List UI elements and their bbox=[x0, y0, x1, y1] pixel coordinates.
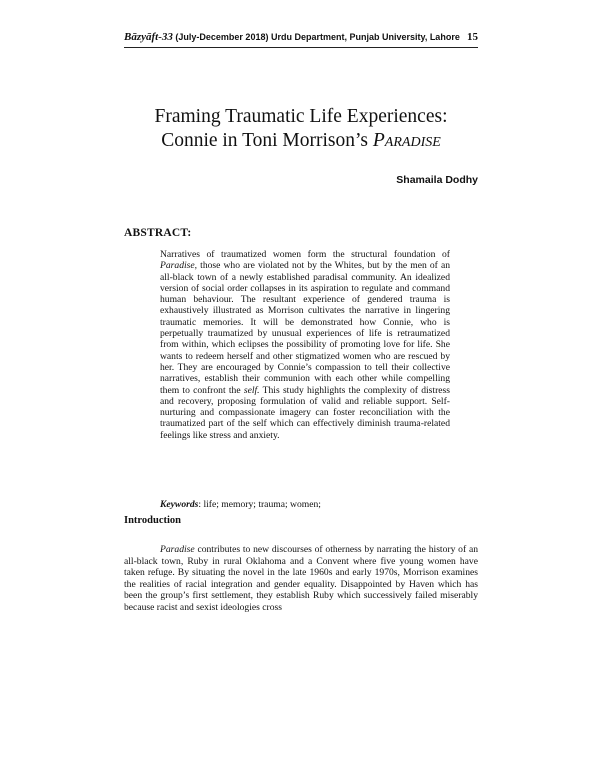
abstract-italic-2: self. bbox=[243, 384, 260, 396]
abstract-text-1: Narratives of traumatized women form the structural foundation of bbox=[160, 249, 450, 260]
author-name: Shamaila Dodhy bbox=[396, 174, 478, 186]
keywords bbox=[160, 499, 450, 510]
abstract-body bbox=[160, 249, 450, 441]
abstract-text-2: those who are violated not by the Whites, but by the men of an all-black town of a newly established paradisal community. An idealized version of social order collapses in its aspiration to regulate and command human behaviour. The resultant experience of gendered trauma is exhaustively illustrated as Morrison cultivates the narrative in lingering traumatic memories. It will be demonstrated how Connie, who is perpetually traumatized by unusual experiences of life is retraumatized from within, which eclipses the possibility of promoting love for life. She wants to redeem herself and other stigmatized women who are rescued by her. They are encouraged by Connie’s compassion to tell their collective narratives, establish their communion with each other while compelling them to confront the bbox=[160, 260, 450, 396]
title-line-2-novel: Paradise bbox=[372, 130, 441, 151]
keywords-label: Keywords bbox=[160, 499, 199, 510]
keywords-text: : life; memory; trauma; women; bbox=[198, 499, 321, 510]
introduction-body bbox=[124, 544, 478, 614]
running-header bbox=[124, 31, 478, 48]
abstract-heading: ABSTRACT: bbox=[124, 227, 192, 239]
page-number: 15 bbox=[467, 31, 478, 43]
introduction-heading: Introduction bbox=[124, 515, 181, 526]
introduction-italic: Paradise bbox=[160, 544, 195, 555]
article-title bbox=[124, 105, 478, 153]
abstract-text-3: This study highlights the complexity of distress and recovery, proposing formulation of valid and reliable support. Self-nurturing and compassionate imagery can foster reconciliation with the traumatized part of the self which can effectively diminish trauma-related feelings like stress and anxiety. bbox=[160, 384, 450, 441]
journal-name: Bāzyāft-33 bbox=[124, 31, 173, 43]
title-line-1: Framing Traumatic Life Experiences: bbox=[154, 106, 448, 127]
journal-info bbox=[124, 31, 460, 43]
journal-details: (July-December 2018) Urdu Department, Punjab University, Lahore bbox=[175, 32, 460, 42]
title-line-2-prefix: Connie in Toni Morrison’s bbox=[161, 130, 373, 151]
introduction-text: contributes to new discourses of otherness by narrating the history of an all-black town, Ruby in rural Oklahoma and a Convent where five young women have taken refuge. By situating the novel in the late 1960s and early 1970s, Morrison examines the realities of racial integration and gender equality. Disappointed by Haven which has been the group’s first settlement, they establish Ruby which successively failed miserably because racist and sexist ideologies cross bbox=[124, 544, 478, 613]
abstract-italic-1: Paradise, bbox=[160, 260, 198, 272]
